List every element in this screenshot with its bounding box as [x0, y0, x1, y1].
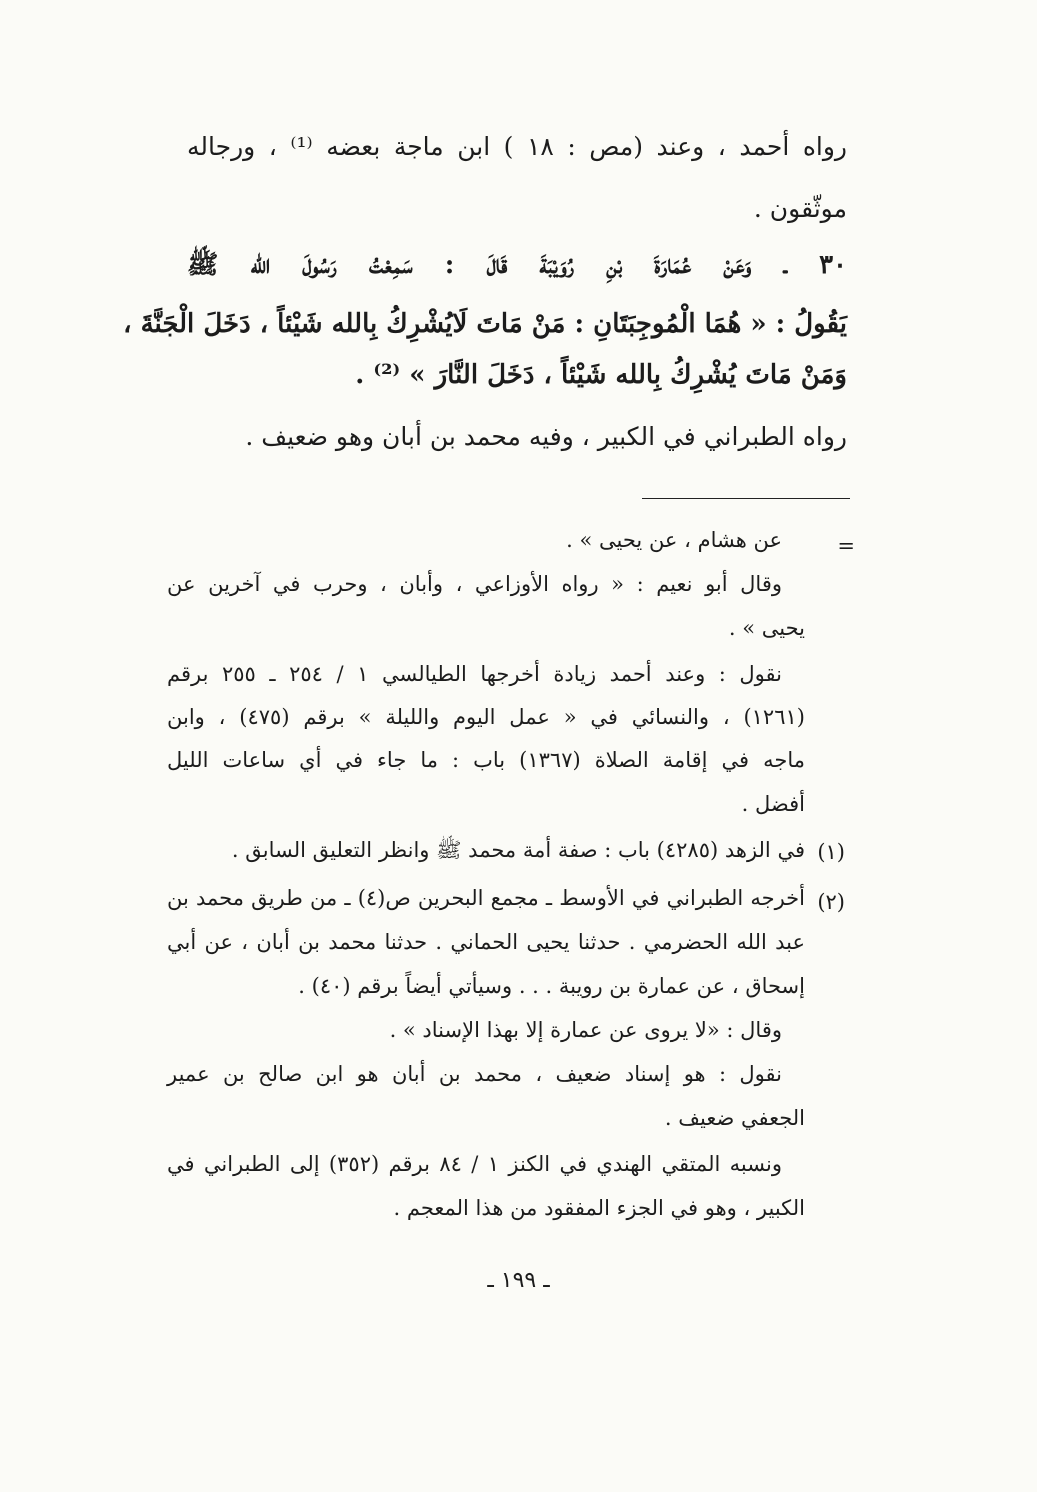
footnote-cont-line-6: ماجه في إقامة الصلاة (١٣٦٧) باب : ما جاء في أي ساعات الليل	[167, 748, 805, 772]
main-text-line-3: رواه الطبراني في الكبير ، وفيه محمد بن أبان وهو ضعيف .	[245, 422, 847, 451]
footnote-separator	[642, 498, 850, 499]
footnote-cont-line-5: (١٢٦١) ، والنسائي في « عمل اليوم والليلة » برقم (٤٧٥) ، وابن	[167, 705, 805, 729]
hadith-line-1: ٣٠ ـ وَعَنْ عُمَارَةَ بْنِ رُوَيْبَةَ قَالَ : سَمِعْتُ رَسُولَ الله ﷺ	[187, 250, 847, 280]
footnote-2-line-8: الكبير ، وهو في الجزء المفقود من هذا المعجم .	[393, 1196, 805, 1220]
footnote-1-number: (١)	[817, 840, 845, 864]
footnote-2-number: (٢)	[817, 890, 845, 914]
footnote-2-line-1: أخرجه الطبراني في الأوسط ـ مجمع البحرين ص(٤) ـ من طريق محمد بن	[167, 886, 805, 910]
hadith-line-2: يَقُولُ : « هُمَا الْمُوجِبَتَانِ : مَنْ مَاتَ لَايُشْرِكُ بِالله شَيْئاً ، دَخَلَ الْجَنَّةَ ،	[123, 309, 847, 339]
footnote-cont-line-4: نقول : وعند أحمد زيادة أخرجها الطيالسي ١ / ٢٥٤ ـ ٢٥٥ برقم	[167, 662, 782, 686]
continuation-mark: =	[837, 534, 855, 558]
page-number: ـ ١٩٩ ـ	[487, 1268, 550, 1293]
footnote-cont-line-2: وقال أبو نعيم : « رواه الأوزاعي ، وأبان ، وحرب في آخرين عن	[167, 572, 782, 596]
footnote-1-text: في الزهد (٤٢٨٥) باب : صفة أمة محمد ﷺ وانظر التعليق السابق .	[231, 838, 805, 862]
main-text-line-1: رواه أحمد ، وعند (مص : ١٨ ) ابن ماجة بعضه ⁽¹⁾ ، ورجاله	[187, 132, 848, 161]
footnote-cont-line-7: أفضل .	[741, 792, 805, 816]
footnote-2-line-7: ونسبه المتقي الهندي في الكنز ١ / ٨٤ برقم (٣٥٢) إلى الطبراني في	[167, 1152, 782, 1176]
footnote-cont-line-1: عن هشام ، عن يحيى » .	[566, 528, 782, 552]
main-text-line-2: موثّقون .	[753, 194, 847, 223]
footnote-2-line-5: نقول : هو إسناد ضعيف ، محمد بن أبان هو ابن صالح بن عمير	[167, 1062, 782, 1086]
footnote-2-line-4: وقال : «لا يروى عن عمارة إلا بهذا الإسناد » .	[389, 1018, 782, 1042]
footnote-2-line-2: عبد الله الحضرمي . حدثنا يحيى الحماني . حدثنا محمد بن أبان ، عن أبي	[167, 930, 805, 954]
footnote-cont-line-3: يحيى » .	[728, 616, 805, 640]
footnote-2-line-6: الجعفي ضعيف .	[664, 1106, 805, 1130]
hadith-line-3: وَمَنْ مَاتَ يُشْرِكُ بِالله شَيْئاً ، دَخَلَ النَّارَ » ⁽²⁾ .	[355, 360, 847, 390]
footnote-2-line-3: إسحاق ، عن عمارة بن رويبة . . . وسيأتي أيضاً برقم (٤٠) .	[298, 974, 805, 998]
